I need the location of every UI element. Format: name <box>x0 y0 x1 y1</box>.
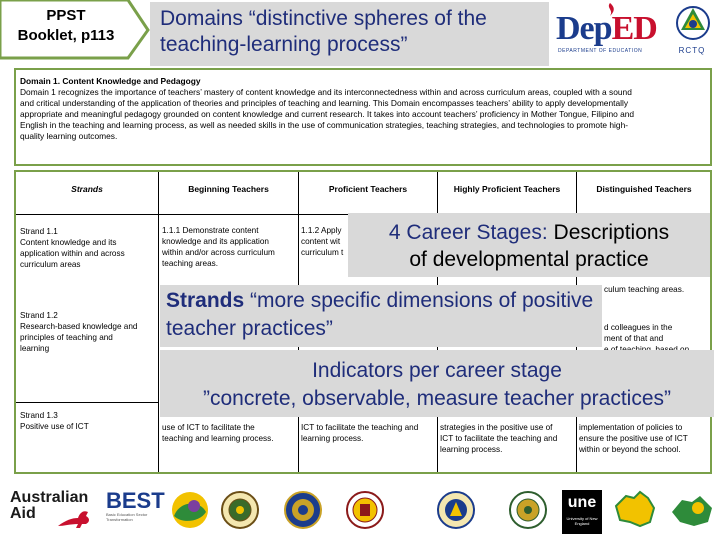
domain-text-line: quality learning outcomes. <box>20 131 118 141</box>
header-beginning: Beginning Teachers <box>188 184 269 194</box>
domain-text-line: and critical understanding of the application of theories and principles of teaching and learning. This Domain encompasses teachers’ ability to apply developmentally <box>20 98 629 108</box>
header-proficient: Proficient Teachers <box>328 184 408 194</box>
deped-dep: Dep <box>556 10 612 47</box>
cell-line: implementation of policies to <box>579 423 683 432</box>
table-row-divider <box>16 402 158 403</box>
indicators-line-1: Indicators per career stage <box>312 359 562 382</box>
simerr-logo-icon <box>668 490 716 530</box>
cell-line: within or beyond the school. <box>579 445 681 454</box>
header-highly-proficient: Highly Proficient Teachers <box>453 184 561 194</box>
strands-callout-text <box>166 287 596 343</box>
domains-title-box <box>150 2 549 66</box>
cell-line: d colleagues in the <box>604 323 673 332</box>
strand-1-2 <box>20 310 137 354</box>
university-seal-icon <box>283 490 323 530</box>
rctq-label: RCTQ <box>678 46 706 55</box>
best-logo <box>106 490 166 530</box>
strand-line: curriculum areas <box>20 260 81 269</box>
une-wordmark: une <box>567 494 597 511</box>
kangaroo-icon <box>56 506 96 530</box>
strand-line: learning <box>20 344 50 353</box>
title-prefix: Domains <box>160 7 243 30</box>
australian-aid-line-1: Australian <box>10 489 89 506</box>
tag-line-2: Booklet, p113 <box>17 27 115 44</box>
strand-line: Strand 1.1 <box>20 227 58 236</box>
deped-wordmark <box>556 10 657 48</box>
header-strands: Strands <box>71 184 103 194</box>
career-line-1 <box>348 219 710 247</box>
strand-line: Strand 1.3 <box>20 411 58 420</box>
table-divider <box>158 172 159 472</box>
indicators-callout <box>160 350 714 417</box>
career-descriptions: Descriptions <box>547 221 670 244</box>
header-distinguished: Distinguished Teachers <box>596 184 692 194</box>
career-stages-label: 4 Career Stages: <box>388 221 548 244</box>
cell-line: curriculum t <box>301 248 344 257</box>
strands-label: Strands <box>166 289 245 312</box>
deped-logo <box>556 2 664 58</box>
tag-text <box>0 6 132 46</box>
cell-line: ICT to facilitate the teaching and <box>440 434 558 443</box>
strand-line: application within and across <box>20 249 125 258</box>
indicator-distinguished-1-3 <box>579 422 711 455</box>
cell-line: learning process. <box>440 445 503 454</box>
cell-line: 1.1.2 Apply <box>301 226 342 235</box>
cell-line: ICT to facilitate the teaching and <box>301 423 419 432</box>
domains-title <box>160 6 539 58</box>
strand-1-3 <box>20 410 89 432</box>
university-seal-icon <box>220 490 260 530</box>
cell-line: use of ICT to facilitate the <box>162 423 255 432</box>
rctq-emblem-icon <box>674 2 712 44</box>
strands-quote: “more specific dimensions of positive teacher practices” <box>166 289 594 340</box>
strand-line: Strand 1.2 <box>20 311 58 320</box>
domain-text-line: English in the teaching and learning process, as well as needed skills in the use of communication strategies, teaching strategies, and technologies to promote high- <box>20 120 629 130</box>
cell-line: teaching and learning process. <box>162 434 274 443</box>
university-seal-icon <box>436 490 476 530</box>
australian-aid-line-2: Aid <box>10 505 36 522</box>
simerr-logo-icon <box>164 490 216 530</box>
deped-ed: ED <box>611 10 657 47</box>
une-logo <box>562 490 602 534</box>
indicator-highly-1-3 <box>440 422 575 455</box>
university-seal-icon <box>508 490 548 530</box>
domain-description-box <box>14 68 712 166</box>
strand-line: principles of teaching and <box>20 333 113 342</box>
indicator-1-1-1 <box>162 225 296 269</box>
domain-text-line: appropriate and meaningful pedagogy grounded on content knowledge and current research. It takes into account teachers’ proficiency in Mother Tongue, Filipino and <box>20 109 635 119</box>
cell-line: 1.1.1 Demonstrate content <box>162 226 259 235</box>
title-quote: “distinctive spheres of the teaching-learning process” <box>160 7 487 56</box>
ppst-booklet-tag <box>0 0 152 60</box>
australia-map-logo-icon <box>612 488 658 532</box>
tag-line-1: PPST <box>46 7 86 24</box>
strand-1-1 <box>20 226 125 270</box>
cell-line: learning process. <box>301 434 364 443</box>
indicator-distinguished-1-1: culum teaching areas. <box>604 285 685 294</box>
strand-line: Research-based knowledge and <box>20 322 138 331</box>
australian-aid-logo <box>10 490 100 534</box>
indicator-proficient-1-3 <box>301 422 436 444</box>
strand-line: Positive use of ICT <box>20 422 89 431</box>
career-line-2: of developmental practice <box>409 248 649 271</box>
university-seal-icon <box>345 490 385 530</box>
cell-line: knowledge and its application <box>162 237 269 246</box>
deped-subtitle: DEPARTMENT OF EDUCATION <box>558 48 643 54</box>
best-wordmark: BEST <box>106 488 165 513</box>
cell-line: content wit <box>301 237 341 246</box>
une-subtitle: University of New England <box>566 516 598 526</box>
strand-line: Content knowledge and its <box>20 238 117 247</box>
cell-line: teaching areas. <box>162 259 218 268</box>
cell-line: ment of that and <box>604 334 664 343</box>
domain-heading: Domain 1. Content Knowledge and Pedagogy <box>20 76 201 86</box>
domain-text-line: Domain 1 recognizes the importance of teachers’ mastery of content knowledge and its interconnectedness within and across curriculum areas, coupled with a sound <box>20 87 632 97</box>
indicator-beginning-1-3 <box>162 422 296 444</box>
rctq-logo <box>668 2 716 58</box>
strands-callout <box>160 285 602 347</box>
career-stages-callout <box>348 213 710 277</box>
indicators-line-2: ”concrete, observable, measure teacher practices” <box>202 387 672 410</box>
cell-line: strategies in the positive use of <box>440 423 553 432</box>
cell-line: within and/or across curriculum <box>162 248 275 257</box>
cell-line: ensure the positive use of ICT <box>579 434 688 443</box>
best-subtitle: Basic Education Sector Transformation <box>106 512 148 522</box>
